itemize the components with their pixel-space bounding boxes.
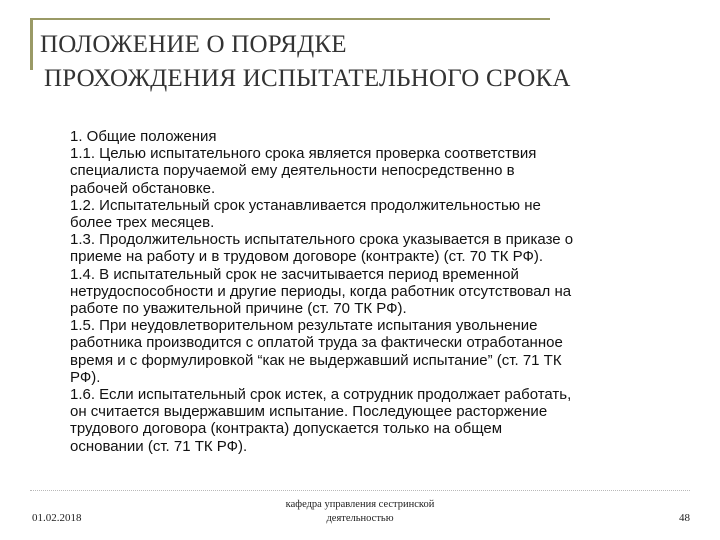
body-line: 1.4. В испытательный срок не засчитывается период временной (70, 265, 519, 283)
footer-divider (30, 490, 690, 491)
page-title (40, 28, 700, 96)
body-line: работника производится с оплатой труда за фактически отработанное (70, 334, 563, 352)
body-line: специалиста поручаемой ему деятельности непосредственно в (70, 162, 515, 180)
body-line: 1.6. Если испытательный срок истек, а сотрудник продолжает работать, (70, 386, 572, 404)
footer-date: 01.02.2018 (32, 512, 82, 524)
body-line: 1.5. При неудовлетворительном результате испытания увольнение (70, 317, 538, 335)
body-line: 1.2. Испытательный срок устанавливается продолжительностью не (70, 196, 541, 214)
body-line: основании (ст. 71 ТК РФ). (70, 437, 248, 455)
footer-department (260, 498, 460, 526)
body-line: более трех месяцев. (70, 214, 215, 232)
body-line: нетрудоспособности и другие периоды, когда работник отсутствовал на (70, 282, 572, 300)
body-line: 1.1. Целью испытательного срока является проверка соответствия (70, 145, 537, 163)
body-line: 1. Общие положения (70, 128, 217, 145)
body-line: он считается выдержавшим испытание. Последующее расторжение (70, 403, 548, 421)
title-line-1: ПОЛОЖЕНИЕ О ПОРЯДКЕ (40, 31, 347, 58)
title-left-rule (30, 18, 33, 70)
title-line-2: ПРОХОЖДЕНИЯ ИСПЫТАТЕЛЬНОГО СРОКА (44, 65, 571, 92)
page-number: 48 (679, 512, 690, 524)
body-text (70, 128, 685, 455)
footer-department-line-2: деятельностью (326, 513, 394, 524)
body-line: 1.3. Продолжительность испытательного срока указывается в приказе о (70, 231, 574, 249)
body-line: рабочей обстановке. (70, 179, 216, 197)
body-line: РФ). (70, 368, 101, 386)
body-line: работе по уважительной причине (ст. 70 ТК РФ). (70, 300, 407, 318)
body-line: время и с формулировкой “как не выдержавший испытание” (ст. 71 ТК (70, 351, 562, 369)
footer-department-line-1: кафедра управления сестринской (285, 499, 435, 510)
body-line: приеме на работу и в трудовом договоре (контракте) (ст. 70 ТК РФ). (70, 248, 544, 266)
title-top-rule (30, 18, 550, 20)
body-line: трудового договора (контракта) допускается только на общем (70, 420, 503, 438)
